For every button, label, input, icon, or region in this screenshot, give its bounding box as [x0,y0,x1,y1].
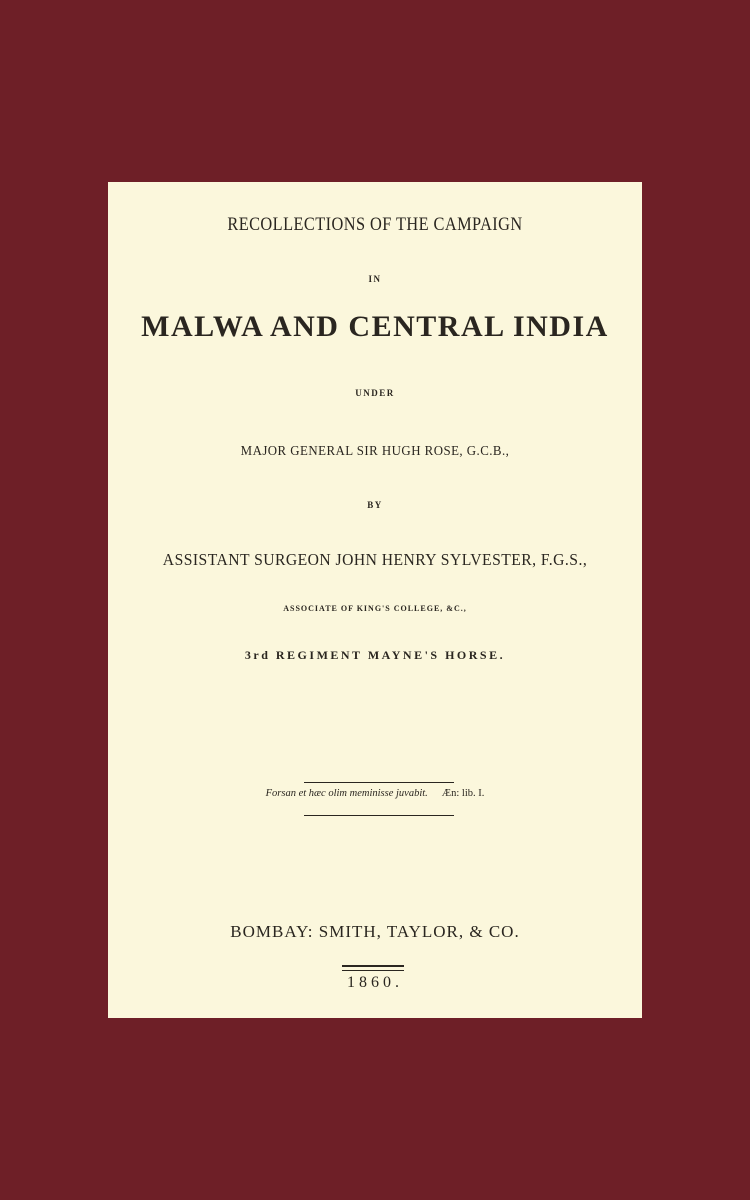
motto-text: Forsan et hæc olim meminisse juvabit. [265,788,428,799]
year-rule-thick [342,965,404,967]
headline: RECOLLECTIONS OF THE CAMPAIGN [227,214,523,235]
motto-citation: Æn: lib. I. [441,788,485,799]
word-in: IN [368,274,382,284]
word-under: UNDER [355,388,395,398]
author-name: ASSISTANT SURGEON JOHN HENRY SYLVESTER, F.G.S., [162,550,588,569]
regiment: 3rd REGIMENT MAYNE'S HORSE. [244,648,506,662]
publisher: BOMBAY: SMITH, TAYLOR, & CO. [230,922,520,941]
author-affiliation: ASSOCIATE OF KING'S COLLEGE, &C., [283,604,467,613]
year-rule-thin [342,970,404,971]
publication-year: 1860. [347,974,403,991]
general-name: MAJOR GENERAL SIR HUGH ROSE, G.C.B., [240,444,510,459]
main-title: MALWA AND CENTRAL INDIA [141,310,609,343]
motto-rule-bottom [304,815,454,816]
title-page [108,182,642,1018]
word-by: BY [367,500,383,510]
motto [108,788,642,799]
motto-rule-top [304,782,454,783]
